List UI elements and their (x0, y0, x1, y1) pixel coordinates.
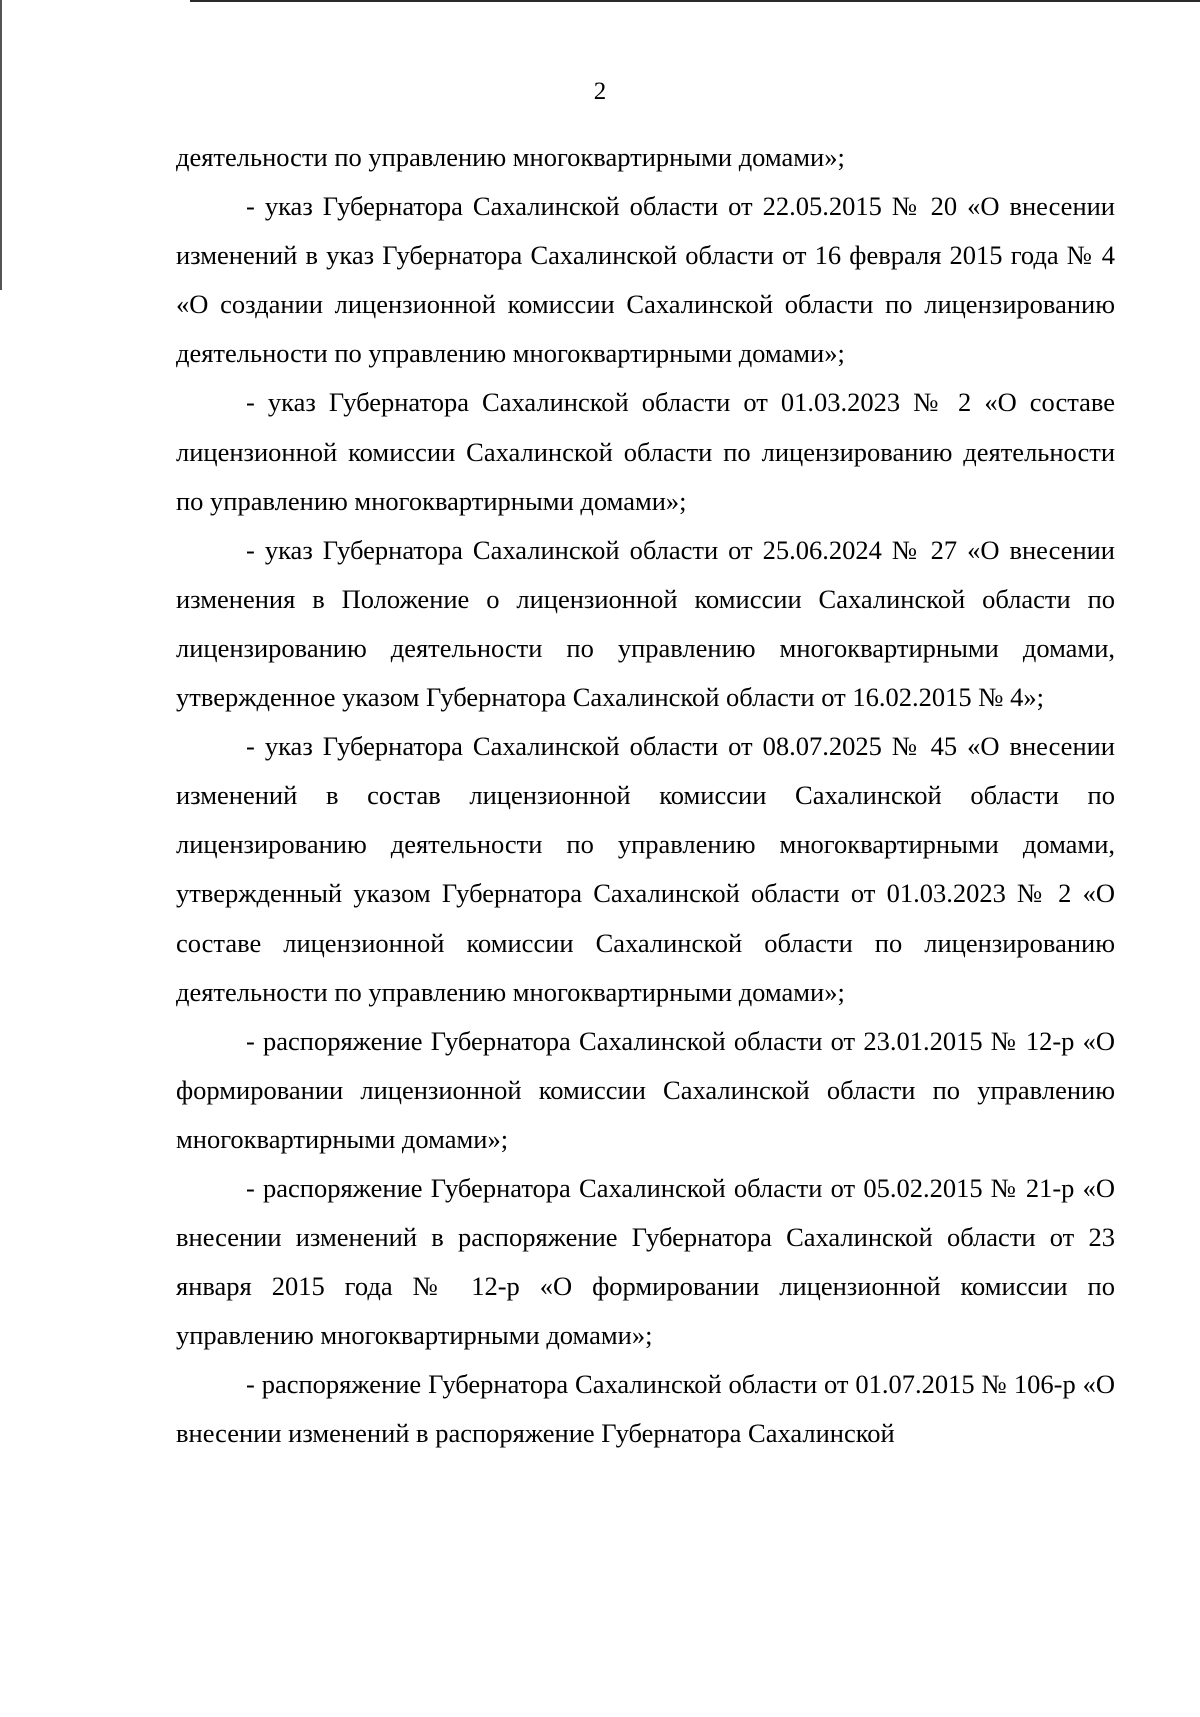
scan-edge-left (0, 0, 2, 290)
page-number: 2 (593, 78, 607, 105)
list-item: - распоряжение Губернатора Сахалинской области от 01.07.2015 № 106-р «О внесении изменений в распоряжение Губернатора Сахалинской (176, 1369, 1115, 1449)
list-item: - распоряжение Губернатора Сахалинской области от 05.02.2015 № 21-р «О внесении изменений в распоряжение Губернатора Сахалинской области от 23 января 2015 года № 12-р «О формировании лицензионной комиссии по управлению многоквартирными домами»; (176, 1172, 1115, 1351)
list-item: - распоряжение Губернатора Сахалинской области от 23.01.2015 № 12-р «О формировании лицензионной комиссии Сахалинской области по управлению многоквартирными домами»; (176, 1025, 1115, 1154)
list-item: - указ Губернатора Сахалинской области от 25.06.2024 № 27 «О внесении изменения в Положение о лицензионной комиссии Сахалинской области по лицензированию деятельности по управлению многоквартирными домами, утвержденное указом Губернатора Сахалинской области от 16.02.2015 № 4»; (176, 534, 1115, 713)
list-item: - указ Губернатора Сахалинской области от 01.03.2023 № 2 «О составе лицензионной комиссии Сахалинской области по лицензированию деятельности по управлению многоквартирными домами»; (176, 387, 1115, 516)
document-body (176, 133, 1115, 1459)
scan-edge-top (190, 0, 1200, 2)
paragraph-continuation: деятельности по управлению многоквартирными домами»; (176, 142, 845, 172)
list-item: - указ Губернатора Сахалинской области от 08.07.2025 № 45 «О внесении изменений в состав лицензионной комиссии Сахалинской области по лицензированию деятельности по управлению многоквартирными домами, утвержденный указом Губернатора Сахалинской области от 01.03.2023 № 2 «О составе лицензионной комиссии Сахалинской области по лицензированию деятельности по управлению многоквартирными домами»; (176, 731, 1115, 1007)
list-item: - указ Губернатора Сахалинской области от 22.05.2015 № 20 «О внесении изменений в указ Губернатора Сахалинской области от 16 февраля 2015 года № 4 «О создании лицензионной комиссии Сахалинской области по лицензированию деятельности по управлению многоквартирными домами»; (176, 191, 1115, 369)
